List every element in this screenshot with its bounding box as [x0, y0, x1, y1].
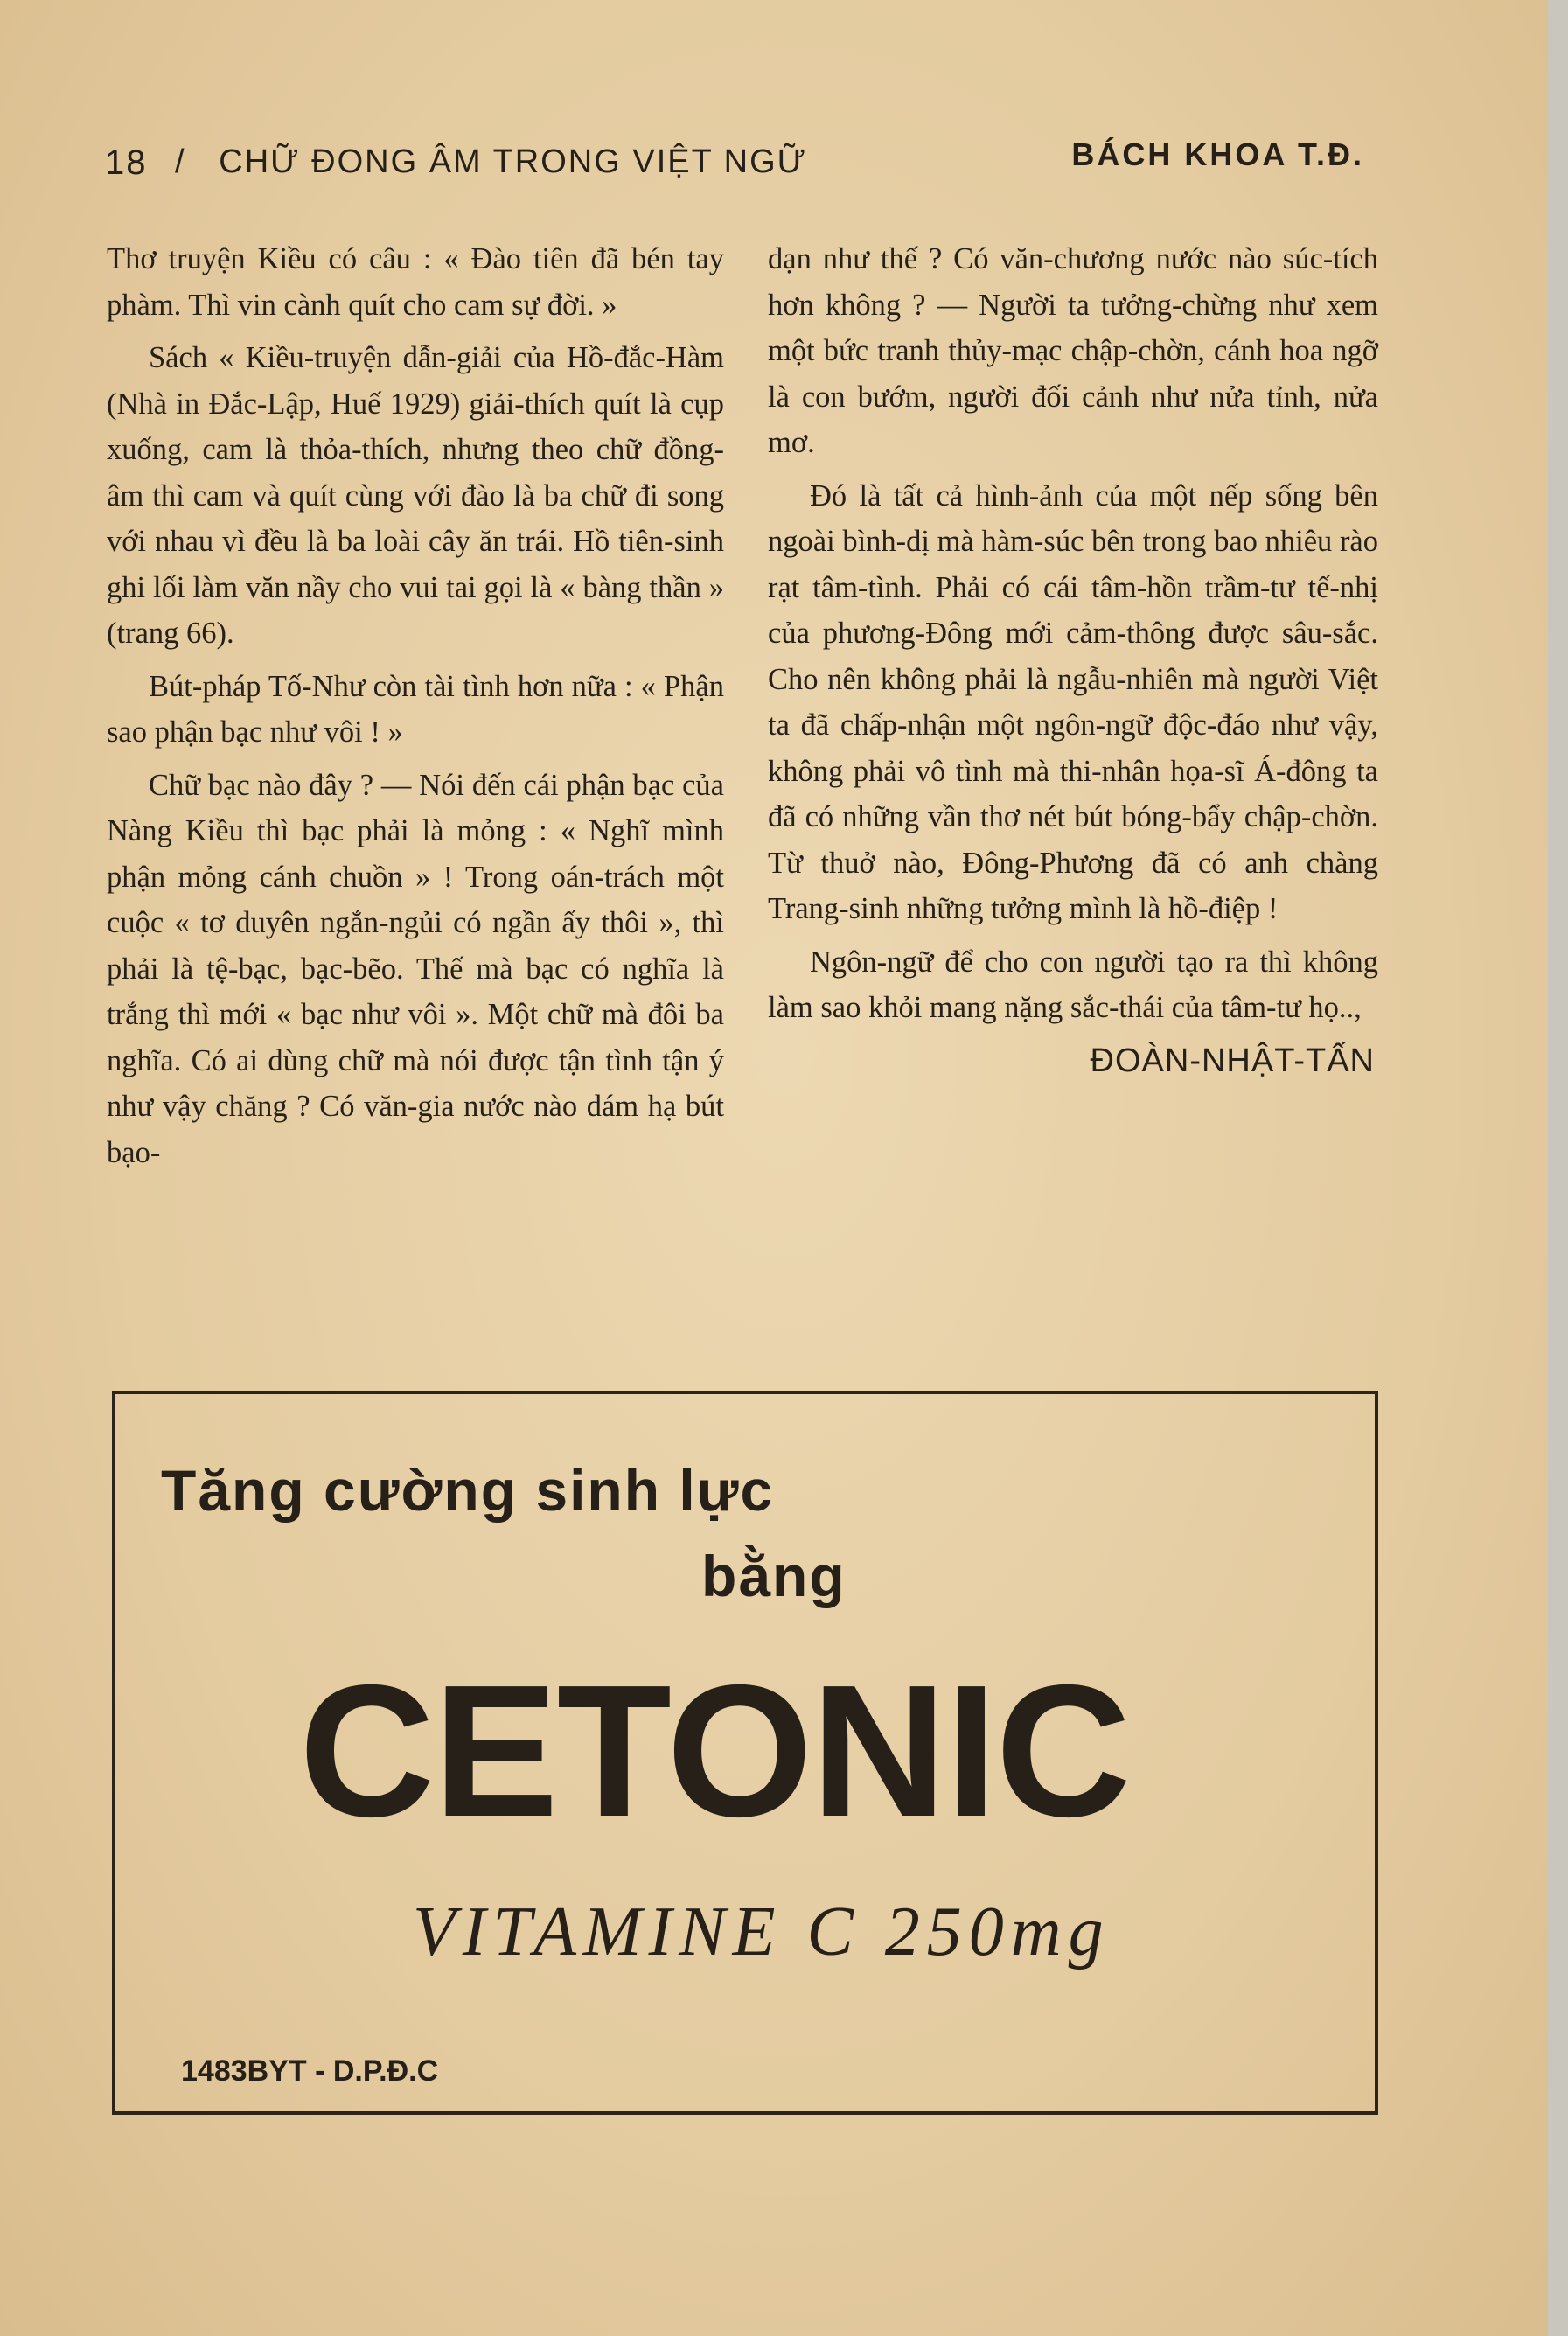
- paragraph: Bút-pháp Tố-Như còn tài tình hơn nữa : « Phận sao phận bạc như vôi ! »: [107, 669, 724, 749]
- paragraph: Chữ bạc nào đây ? — Nói đến cái phận bạc của Nàng Kiều thì bạc phải là mỏng : « Nghĩ mình phận mỏng cánh chuồn » ! Trong oán-trách một cuộc « tơ duyên ngắn-ngủi có ngần ấy thôi », thì phải là tệ-bạc, bạc-bẽo. Thế mà bạc có nghĩa là trắng thì mới « bạc như vôi ». Một chữ mà đôi ba nghĩa. Có ai dùng chữ mà nói được tận tình tận ý như vậy chăng ? Có văn-gia nước nào dám hạ bút bạo-: [107, 768, 724, 1169]
- paragraph: Thơ truyện Kiều có câu : « Đào tiên đã bén tay phàm. Thì vin cành quít cho cam sự đời. »: [107, 242, 724, 322]
- ad-subtitle: VITAMINE C 250mg: [413, 1893, 1111, 1970]
- paragraph: Sách « Kiều-truyện dẫn-giải của Hồ-đắc-Hàm (Nhà in Đắc-Lập, Huế 1929) giải-thích quít là cụp xuống, cam là thỏa-thích, nhưng theo chữ đồng-âm thì cam và quít cùng với đào là ba chữ đi song với nhau vì đều là ba loài cây ăn trái. Hồ tiên-sinh ghi lối làm văn nầy cho vui tai gọi là « bàng thần » (trang 66).: [107, 341, 724, 650]
- paragraph: Ngôn-ngữ để cho con người tạo ra thì không làm sao khỏi mang nặng sắc-thái của tâm-tư họ..,: [768, 945, 1378, 1024]
- paragraph: Đó là tất cả hình-ảnh của một nếp sống bên ngoài bình-dị mà hàm-súc bên trong bao nhiêu rào rạt tâm-tình. Phải có cái tâm-hồn trầm-tư tế-nhị của phương-Đông mới cảm-thông được sâu-sắc. Cho nên không phải là ngẫu-nhiên mà người Việt ta đã chấp-nhận một ngôn-ngữ độc-đáo như vậy, không phải vô tình mà thi-nhân họa-sĩ Á-đông ta đã có những vần thơ nét bút bóng-bẩy chập-chờn. Từ thuở nào, Đông-Phương đã có anh chàng Trang-sinh những tưởng mình là hồ-điệp !: [768, 478, 1378, 925]
- page-number: 18: [105, 143, 148, 182]
- header-separator: /: [175, 143, 186, 180]
- author-signature: ĐOÀN-NHẬT-TẤN: [1090, 1042, 1375, 1079]
- right-column: [768, 236, 1378, 1084]
- ad-brand-name: CETONIC: [299, 1645, 1130, 1856]
- ad-headline-2: bằng: [701, 1544, 847, 1608]
- magazine-name: BÁCH KHOA T.Đ.: [1071, 136, 1364, 172]
- paragraph: dạn như thế ? Có văn-chương nước nào súc-tích hơn không ? — Người ta tưởng-chừng như xem một bức tranh thủy-mạc chập-chờn, cánh hoa ngỡ là con bướm, người đối cảnh như nửa tỉnh, nửa mơ.: [768, 242, 1378, 459]
- advertisement-box: [112, 1391, 1378, 2115]
- ad-license-code: 1483BYT - D.P.Đ.C: [181, 2054, 439, 2088]
- article-title-text: CHỮ ĐONG ÂM TRONG VIỆT NGỮ: [219, 143, 808, 180]
- left-column: [107, 236, 724, 1182]
- article-title: [175, 143, 807, 181]
- ad-headline: Tăng cường sinh lực: [161, 1458, 775, 1523]
- page-header: [105, 131, 1373, 192]
- page-edge: [1548, 0, 1568, 2336]
